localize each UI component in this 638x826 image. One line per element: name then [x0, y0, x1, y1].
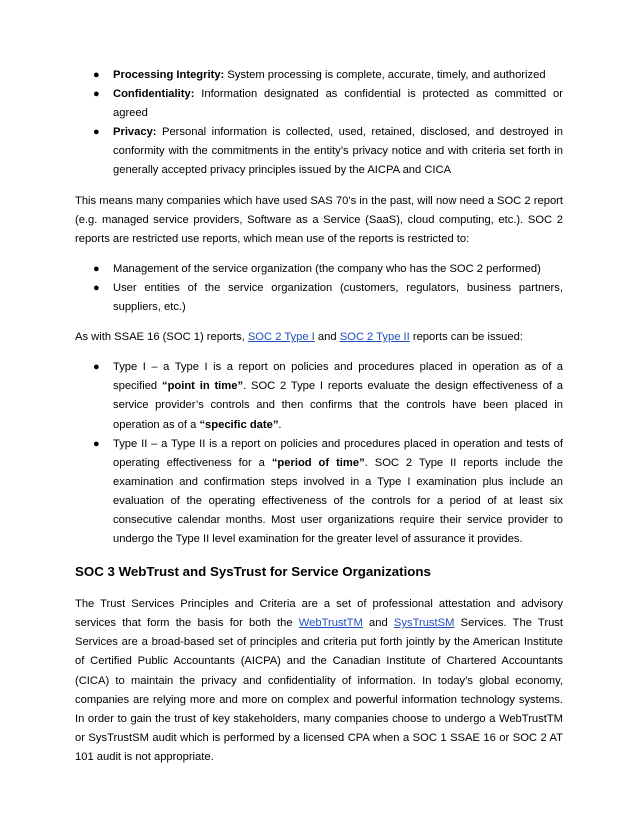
text-run: As with SSAE 16 (SOC 1) reports, [75, 331, 248, 344]
list-item-text: Management of the service organization (the company who has the SOC 2 performed) [113, 262, 541, 275]
document-page [75, 66, 563, 767]
bullet-icon: ● [93, 437, 100, 450]
list-item-type-ii [75, 435, 563, 550]
emphasis-text: “period of time” [271, 456, 365, 469]
list-item-term: Processing Integrity: [113, 69, 225, 81]
trust-principles-list [75, 66, 563, 181]
text-run: Services. The Trust Services are a broad-based set of principles and criteria put forth jointly by the American Institute of Certified Public Accountants (AICPA) and the Canadian Institute of Chartered Accountants (CICA) to maintain the privacy and confidentiality of information. In today’s global economy, companies are relying more and more on complex and powerful information technology systems. In order to gain the trust of key stakeholders, many companies choose to undergo a WebTrustTM or SysTrustSM audit which is performed by a licensed CPA when a SOC 1 SSAE 16 or SOC 2 AT 101 audit is not appropriate. [75, 617, 563, 763]
list-item-term: Confidentiality: [113, 88, 195, 101]
paragraph-report-types [75, 328, 563, 347]
list-item-text: System processing is complete, accurate, timely, and authorized [224, 69, 546, 81]
text-run: reports can be issued: [409, 331, 523, 344]
list-item-text: Information designated as confidential is protected as committed or agreed [113, 88, 563, 120]
text-run: . SOC 2 Type I reports evaluate the design effectiveness of a service provider’s controls and then confirms that the controls have been placed in operation as of a [113, 380, 563, 431]
link-soc2-type-ii[interactable]: SOC 2 Type II [339, 331, 410, 344]
link-webtrust[interactable]: WebTrustTM [298, 617, 363, 630]
list-item-term: Privacy: [113, 126, 157, 139]
paragraph-trust-services [75, 595, 563, 767]
report-types-list [75, 358, 563, 549]
list-item-type-i [75, 358, 563, 434]
emphasis-text: “specific date” [199, 418, 279, 431]
list-item-text: User entities of the service organization (customers, regulators, business partners, suppliers, etc.) [113, 281, 563, 314]
paragraph-soc2-intro: This means many companies which have used SAS 70’s in the past, will now need a SOC 2 report (e.g. managed service providers, Software as a Service (SaaS), cloud computing, etc.). SOC 2 reports are restricted use reports, which mean use of the reports is restricted to: [75, 194, 563, 245]
restricted-use-list [75, 260, 563, 317]
list-item [75, 279, 563, 317]
list-item [75, 85, 563, 123]
text-run: Type I – a Type I is a report on policies and procedures placed in operation as of a specified [113, 361, 563, 393]
section-heading: SOC 3 WebTrust and SysTrust for Service Organizations [75, 564, 431, 580]
list-item-text: Personal information is collected, used, retained, disclosed, and destroyed in conformity with the commitments in the entity’s privacy notice and with criteria set forth in generally accepted privacy principles issued by the AICPA and CICA [113, 126, 563, 177]
text-run: Type II – a Type II is a report on policies and procedures placed in operation and tests of operating effectiveness for a [113, 437, 563, 469]
list-item [75, 123, 563, 180]
link-systrust[interactable]: SysTrustSM [393, 617, 455, 630]
bullet-icon: ● [93, 69, 100, 81]
text-run: The Trust Services Principles and Criteria are a set of professional attestation and advisory services that form the basis for both the [75, 598, 563, 630]
bullet-icon: ● [93, 281, 100, 294]
bullet-icon: ● [93, 262, 100, 275]
list-item [75, 260, 563, 279]
emphasis-text: “point in time” [161, 380, 244, 393]
text-run: . SOC 2 Type II reports include the examination and confirmation steps involved in a Type I examination plus include an evaluation of the operating effectiveness of the controls for a period of at least six consecutive calendar months. Most user organizations require their service provider to undergo the Type II level examination for the greater level of assurance it provides. [113, 456, 563, 546]
bullet-icon: ● [93, 88, 100, 101]
text-run: . [278, 418, 282, 431]
bullet-icon: ● [93, 126, 100, 139]
link-soc2-type-i[interactable]: SOC 2 Type I [247, 331, 315, 344]
list-item [75, 66, 563, 85]
text-run: and [314, 331, 340, 344]
text-run: and [362, 617, 394, 630]
bullet-icon: ● [93, 361, 100, 374]
